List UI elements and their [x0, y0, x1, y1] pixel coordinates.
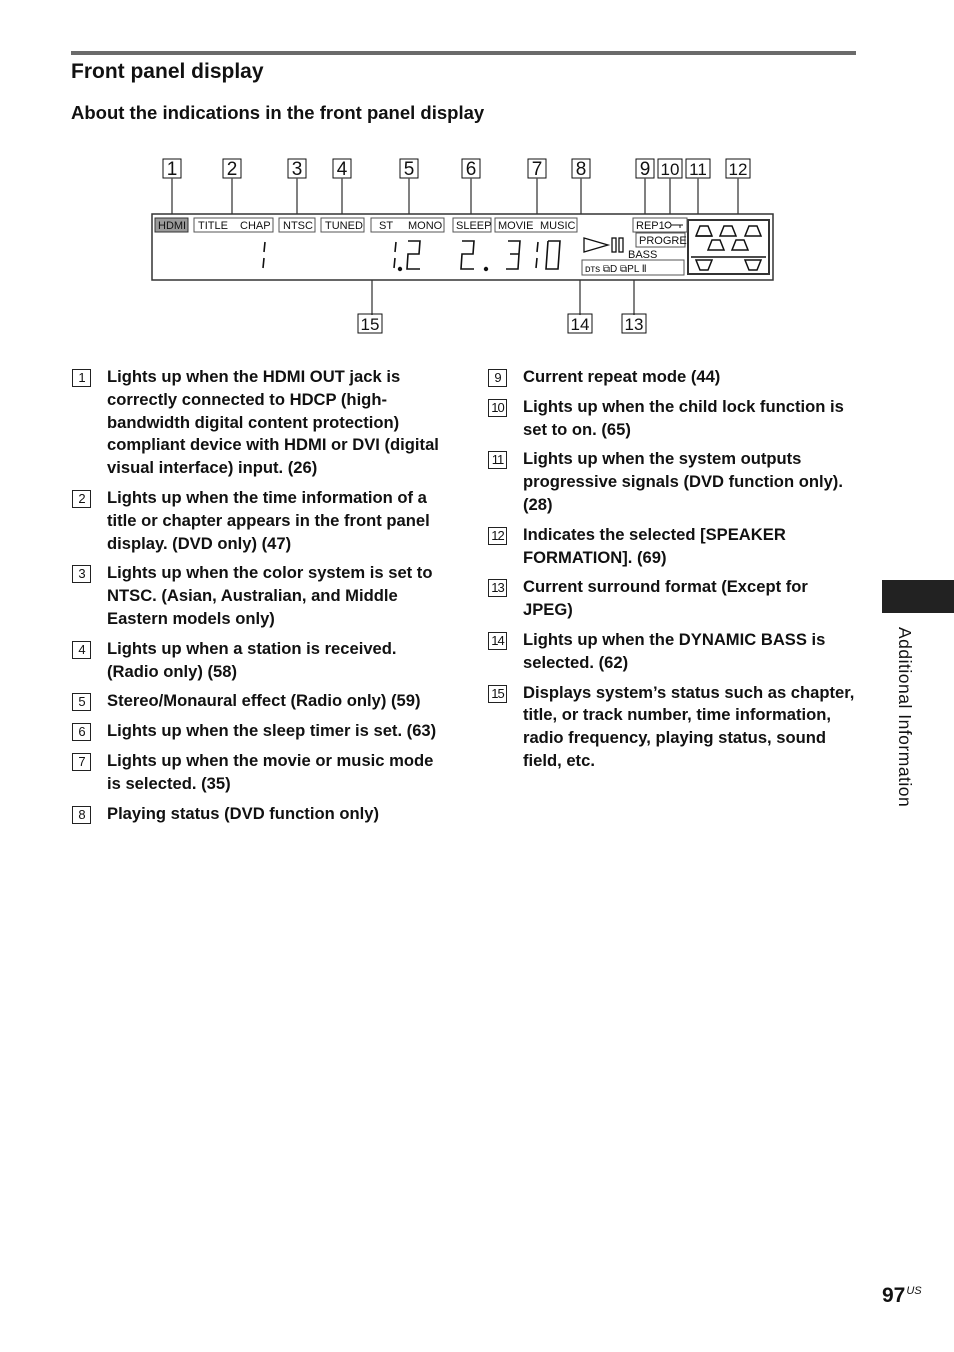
svg-text:NTSC: NTSC — [283, 220, 313, 232]
callout-9 — [636, 159, 654, 180]
callout-14 — [568, 314, 592, 334]
svg-text:PROGRE: PROGRE — [639, 235, 687, 247]
list-item — [72, 690, 444, 713]
callout-11 — [686, 159, 710, 179]
svg-text:TITLE: TITLE — [198, 220, 228, 232]
item-text: Lights up when the movie or music mode is selected. (35) — [107, 750, 434, 793]
callouts-top — [163, 159, 750, 180]
item-number: 1 — [72, 369, 91, 387]
item-text: Stereo/Monaural effect (Radio only) (59) — [107, 691, 421, 711]
svg-text:15: 15 — [360, 315, 380, 334]
svg-text:9: 9 — [639, 159, 651, 180]
list-item — [488, 682, 858, 773]
item-number: 6 — [72, 723, 91, 741]
svg-text:8: 8 — [575, 159, 587, 180]
svg-text:CHAP: CHAP — [240, 220, 271, 232]
svg-text:1: 1 — [166, 159, 178, 180]
list-item — [488, 576, 858, 622]
section-subtitle: About the indications in the front panel display — [71, 102, 485, 123]
page-number-suffix: US — [906, 1285, 922, 1297]
list-item — [72, 638, 444, 684]
item-text: Current surround format (Except for JPEG) — [523, 577, 808, 620]
section-side-label: Additional Information — [895, 627, 915, 808]
item-text: Displays system’s status such as chapter, title, or track number, time information, radio frequency, playing status, sound field, etc. — [523, 682, 855, 770]
list-item — [72, 562, 444, 630]
callout-7 — [528, 159, 546, 180]
svg-text:MONO: MONO — [408, 220, 443, 232]
item-text: Lights up when the sleep timer is set. (63) — [107, 721, 437, 741]
top-rule — [71, 51, 856, 55]
svg-text:7: 7 — [531, 159, 543, 180]
callouts-bottom — [358, 314, 646, 334]
callout-10 — [658, 159, 682, 179]
list-item — [488, 524, 858, 570]
callout-2 — [223, 159, 241, 180]
svg-text:3: 3 — [291, 159, 303, 180]
svg-text:11: 11 — [689, 160, 707, 179]
page-title: Front panel display — [71, 60, 264, 83]
svg-text:12: 12 — [728, 160, 748, 179]
item-number: 11 — [488, 451, 507, 469]
item-text: Lights up when the color system is set to NTSC. (Asian, Australian, and Middle Eastern models only) — [107, 563, 433, 628]
svg-text:HDMI: HDMI — [158, 220, 187, 232]
callout-3 — [288, 159, 306, 180]
section-tab-marker — [882, 580, 954, 613]
description-list-left — [72, 366, 444, 832]
list-item — [72, 720, 444, 743]
svg-text:MUSIC: MUSIC — [540, 220, 576, 232]
front-panel-diagram — [140, 150, 780, 350]
callout-5 — [400, 159, 418, 180]
list-item — [72, 803, 444, 826]
item-text: Lights up when the HDMI OUT jack is correctly connected to HDCP (high-bandwidth digital content protection) compliant device with HDMI or DVI (digital visual interface) input. (26) — [107, 367, 439, 478]
item-text: Lights up when the system outputs progressive signals (DVD function only). (28) — [523, 449, 843, 514]
bass-indicator: BASS — [628, 249, 658, 261]
item-text: Lights up when the child lock function is set to on. (65) — [523, 396, 844, 439]
callout-8 — [572, 159, 590, 180]
item-text: Lights up when the time information of a title or chapter appears in the front panel display. (DVD only) (47) — [107, 487, 430, 553]
description-list-right — [488, 366, 858, 780]
svg-text:13: 13 — [624, 315, 644, 334]
callout-15 — [358, 314, 382, 334]
item-text: Playing status (DVD function only) — [107, 803, 379, 823]
callout-13 — [622, 314, 646, 334]
item-number: 4 — [72, 641, 91, 659]
svg-text:TUNED: TUNED — [325, 220, 363, 232]
list-item — [488, 629, 858, 675]
item-number: 3 — [72, 565, 91, 583]
list-item — [488, 396, 858, 442]
list-item — [488, 448, 858, 516]
item-number: 7 — [72, 753, 91, 771]
svg-text:14: 14 — [570, 315, 590, 334]
svg-text:REP1: REP1 — [636, 220, 665, 232]
svg-text:ᴅᴛѕ ⧉D ⧉PL Ⅱ: ᴅᴛѕ ⧉D ⧉PL Ⅱ — [585, 264, 647, 275]
svg-text:MOVIE: MOVIE — [498, 220, 534, 232]
item-number: 13 — [488, 579, 507, 597]
item-number: 9 — [488, 369, 507, 387]
item-number: 14 — [488, 632, 507, 650]
callout-4 — [333, 159, 351, 180]
item-number: 15 — [488, 685, 507, 703]
page-number — [882, 1284, 922, 1308]
svg-text:2: 2 — [226, 159, 238, 180]
svg-text:10: 10 — [660, 160, 680, 179]
item-text: Current repeat mode (44) — [523, 367, 721, 386]
list-item — [72, 750, 444, 796]
item-text: Indicates the selected [SPEAKER FORMATION]. (69) — [523, 524, 786, 567]
svg-text:6: 6 — [465, 159, 477, 180]
item-number: 12 — [488, 527, 507, 545]
svg-text:SLEEP: SLEEP — [456, 220, 492, 232]
page-number-value: 97 — [882, 1284, 906, 1307]
list-item — [72, 366, 444, 480]
item-number: 5 — [72, 693, 91, 711]
item-number: 2 — [72, 490, 91, 508]
list-item — [488, 366, 858, 389]
list-item — [72, 487, 444, 555]
svg-text:ST: ST — [379, 220, 394, 232]
callout-12 — [726, 159, 750, 179]
callout-6 — [462, 159, 480, 180]
item-text: Lights up when a station is received. (Radio only) (58) — [107, 638, 397, 681]
item-text: Lights up when the DYNAMIC BASS is selected. (62) — [523, 629, 826, 672]
item-number: 10 — [488, 399, 507, 417]
svg-text:5: 5 — [403, 159, 415, 180]
callout-1 — [163, 159, 181, 180]
svg-text:4: 4 — [336, 159, 348, 180]
item-number: 8 — [72, 806, 91, 824]
